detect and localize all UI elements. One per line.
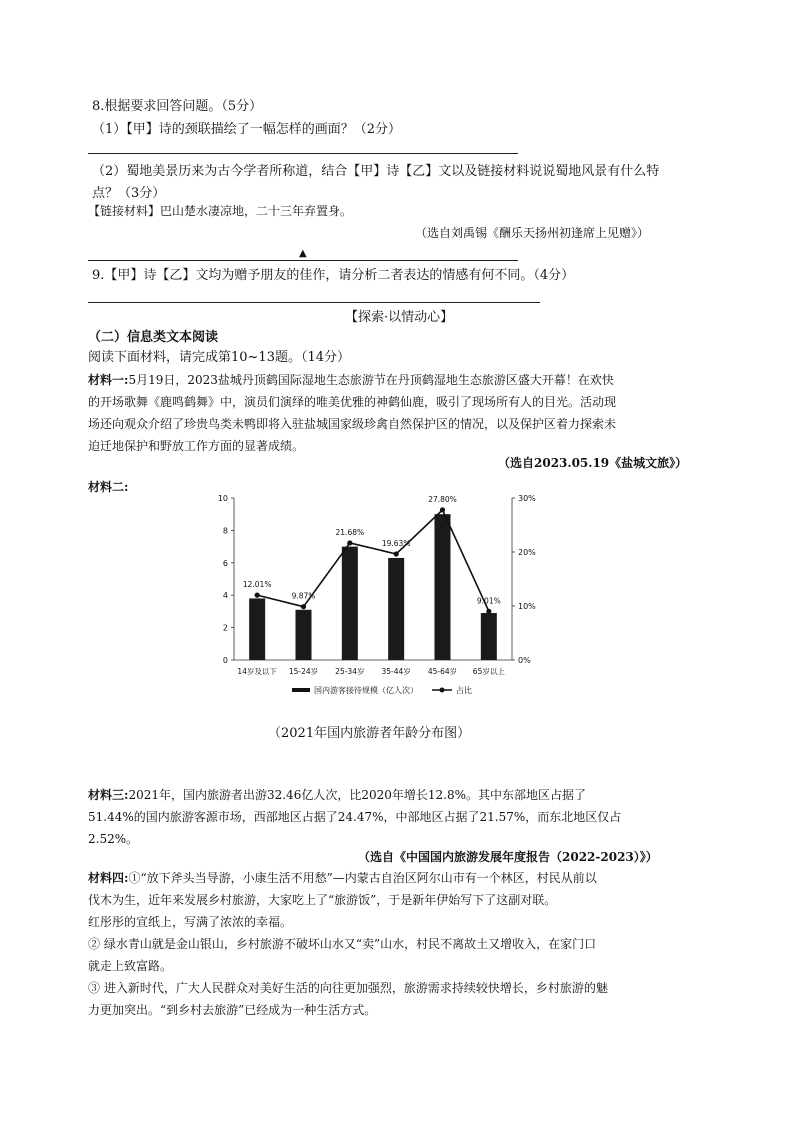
section-instruction: 阅读下面材料，请完成第10~13题。（14分）: [88, 350, 351, 365]
material-3: [88, 784, 712, 850]
link-material: [88, 200, 352, 223]
left-tick-label: 0: [222, 656, 228, 665]
answer-line-3: [88, 302, 540, 303]
right-tick-label: 10%: [518, 602, 536, 611]
left-tick-label: 6: [222, 558, 228, 568]
material-4: [88, 867, 712, 1021]
chart-caption: （2021年国内旅游者年龄分布图）: [268, 726, 471, 741]
share-label: 21.68%: [335, 527, 365, 537]
share-label: 27.80%: [428, 494, 457, 504]
share-point: [347, 540, 352, 545]
left-tick-label: 8: [222, 526, 228, 536]
legend: [292, 685, 472, 695]
legend-line-label: 占比: [456, 686, 472, 695]
q8-sub2-line2: 点？（3分）: [92, 186, 166, 201]
material-1-line: 5月19日，2023盐城丹顶鹤国际湿地生态旅游节在丹顶鹤湿地生态旅游区盛大开幕！在欢快: [128, 373, 614, 387]
material-3-label: 材料三:: [88, 788, 129, 802]
q8-title: 8.根据要求回答问题。（5分）: [92, 99, 263, 114]
right-tick-label: 20%: [518, 548, 536, 557]
left-tick-label: 10: [217, 494, 228, 503]
material-1-line: 迫迁地保护和野放工作方面的显著成绩。: [88, 439, 305, 453]
x-tick-label: 15-24岁: [288, 667, 319, 676]
share-point: [394, 551, 399, 556]
x-tick-label: 25-34岁: [335, 667, 365, 676]
bar-series: [249, 514, 497, 660]
share-label: 9.01%: [476, 596, 501, 606]
share-point: [301, 604, 306, 609]
right-tick-label: 30%: [518, 494, 536, 503]
left-tick-label: 4: [222, 591, 228, 601]
legend-line-marker: [440, 688, 445, 693]
q8-sub2-line1: （2）蜀地美景历来为古今学者所称道，结合【甲】诗【乙】文以及链接材料说说蜀地风景有什么特: [92, 164, 660, 179]
share-point: [255, 593, 260, 598]
material-4-line: 伐木为生，近年来发展乡村旅游，大家吃上了“旅游饭”，于是新年伊始写下了这副对联。: [88, 893, 557, 907]
bar: [249, 598, 265, 660]
material-1-line: 场还向观众介绍了珍贵鸟类未鸭即将入驻盐城国家级珍禽自然保护区的情况，以及保护区着力探索未: [88, 417, 617, 431]
line-series: [243, 495, 501, 614]
material-1-source: （选自2023.05.19《盐城文旅》）: [498, 456, 688, 470]
legend-bar-swatch: [292, 688, 310, 692]
link-text: 巴山楚水凄凉地，二十三年弃置身。: [160, 204, 353, 218]
share-label: 9.87%: [291, 591, 316, 601]
left-axis: [218, 494, 234, 665]
bar: [388, 558, 404, 660]
material-3-line: 2021年，国内旅游者出游32.46亿人次，比2020年增长12.8%。其中东部地区占据了: [128, 788, 586, 802]
x-tick-label: 14岁及以下: [237, 667, 277, 676]
x-tick-label: 65岁以上: [472, 667, 505, 676]
material-4-line: 就走上致富路。: [88, 959, 173, 973]
material-2-label: 材料二:: [88, 480, 129, 494]
answer-line-1: [88, 153, 518, 154]
explore-title: 【探索·以情动心】: [345, 310, 454, 325]
share-point: [440, 507, 445, 512]
material-4-label: 材料四:: [88, 871, 129, 885]
answer-line-2: [88, 260, 518, 261]
material-4-line: 红彤彤的宣纸上，写满了浓浓的幸福。: [88, 915, 293, 929]
x-tick-label: 45-64岁: [427, 667, 458, 676]
material-4-line: ①“放下斧头当导游，小康生活不用愁”—内蒙古自治区阿尔山市有一个林区，村民从前以: [128, 871, 597, 885]
bar: [342, 547, 358, 660]
link-source: （选自刘禹锡《酬乐天扬州初逢席上见赠》）: [415, 226, 650, 240]
bar: [435, 514, 451, 660]
material-1-label: 材料一:: [88, 373, 129, 387]
triangle-marker: ▲: [299, 248, 307, 259]
axis-lines: [234, 498, 512, 660]
section-heading: （二）信息类文本阅读: [88, 330, 219, 345]
share-label: 19.63%: [381, 538, 411, 548]
q8-sub1: （1）【甲】诗的颈联描绘了一幅怎样的画面？（2分）: [92, 122, 402, 137]
link-label: 【链接材料】: [88, 204, 161, 218]
share-point: [486, 609, 491, 614]
age-distribution-chart: [198, 488, 578, 700]
legend-bar-label: 国内游客接待规模（亿人次）: [314, 686, 418, 695]
right-axis: [512, 494, 536, 665]
material-3-source: （选自《中国国内旅游发展年度报告（2022-2023）》）: [358, 850, 658, 864]
material-4-line: ② 绿水青山就是金山银山，乡村旅游不破坏山水又“卖”山水，村民不离故土又增收入，在家门口: [88, 937, 597, 951]
x-axis-labels: [237, 666, 505, 676]
material-3-line: 2.52%。: [88, 832, 139, 846]
left-tick-label: 2: [222, 623, 228, 633]
material-1: [88, 369, 712, 457]
material-4-line: 力更加突出。“到乡村去旅游”已经成为一种生活方式。: [88, 1003, 377, 1017]
x-tick-label: 35-44岁: [381, 667, 411, 676]
material-1-line: 的开场歌舞《鹿鸣鹤舞》中，演员们演绎的唯美优雅的神鹤仙鹿，吸引了现场所有人的目光。活动现: [88, 395, 617, 409]
material-3-line: 51.44%的国内旅游客源市场，西部地区占据了24.47%，中部地区占据了21.57%，而东北地区仅占: [88, 810, 622, 824]
material-4-line: ③ 进入新时代，广大人民群众对美好生活的向往更加强烈，旅游需求持续较快增长，乡村旅游的魅: [88, 981, 608, 995]
right-tick-label: 0%: [518, 656, 531, 665]
bar: [296, 610, 312, 660]
q9-text: 9.【甲】诗【乙】文均为赠予朋友的佳作，请分析二者表达的情感有何不同。（4分）: [92, 268, 575, 283]
share-label: 12.01%: [242, 580, 272, 590]
bar: [481, 613, 497, 660]
